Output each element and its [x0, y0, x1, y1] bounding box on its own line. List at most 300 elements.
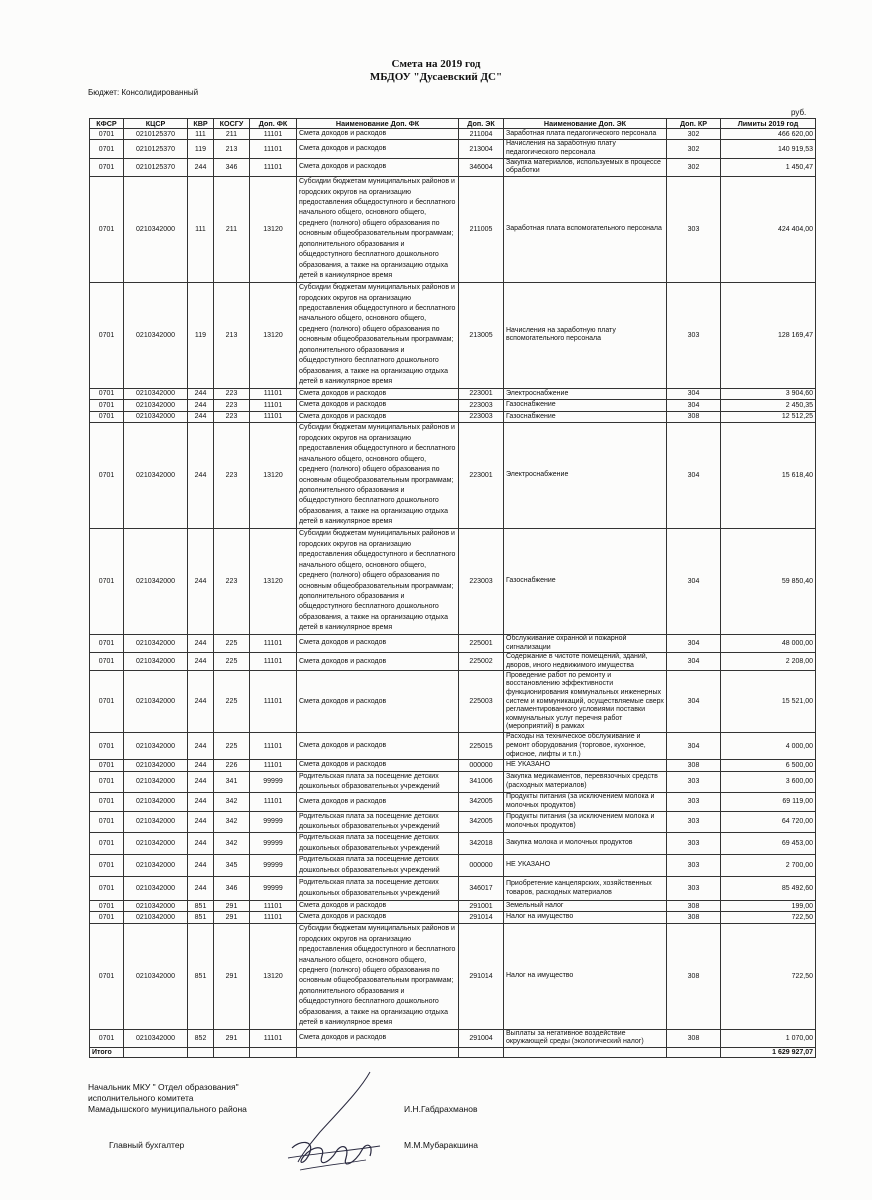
column-header: КВР [188, 119, 214, 129]
dop-fk-cell: 13120 [250, 423, 297, 529]
kcsr-cell: 0210342000 [124, 901, 188, 912]
column-header: КФСР [90, 119, 124, 129]
kvr-cell: 244 [188, 671, 214, 733]
kfsr-cell: 0701 [90, 912, 124, 923]
dop-fk-cell: 99999 [250, 811, 297, 833]
table-row [90, 653, 816, 671]
kcsr-cell: 0210342000 [124, 423, 188, 529]
kosgu-cell: 223 [214, 529, 250, 635]
kfsr-cell: 0701 [90, 771, 124, 793]
dop-ek-cell: 213004 [459, 140, 504, 158]
table-row [90, 760, 816, 771]
kvr-cell: 244 [188, 653, 214, 671]
kfsr-cell: 0701 [90, 923, 124, 1029]
dop-kr-cell: 304 [667, 653, 721, 671]
dop-ek-cell: 223003 [459, 529, 504, 635]
dop-ek-cell: 342005 [459, 811, 504, 833]
table-row [90, 912, 816, 923]
ek-name-cell: Закупка молока и молочных продуктов [504, 833, 667, 855]
fk-name-cell: Смета доходов и расходов [297, 129, 459, 140]
kvr-cell: 244 [188, 771, 214, 793]
table-row [90, 793, 816, 811]
table-row [90, 158, 816, 176]
dop-kr-cell: 304 [667, 635, 721, 653]
total-row [90, 1048, 816, 1058]
limit-cell: 48 000,00 [721, 635, 816, 653]
limit-cell: 2 700,00 [721, 855, 816, 877]
dop-fk-cell: 11101 [250, 411, 297, 422]
table-row [90, 901, 816, 912]
table-row [90, 282, 816, 388]
kvr-cell: 244 [188, 833, 214, 855]
ek-name-cell: НЕ УКАЗАНО [504, 855, 667, 877]
kosgu-cell: 225 [214, 671, 250, 733]
table-row [90, 423, 816, 529]
table-header-row [90, 119, 816, 129]
fk-name-cell: Субсидии бюджетам муниципальных районов и городских округов на организацию предоставления общедоступного и бесплатного начального общего, основного общего, среднего (полного) общего образования по основным общеобразовательным программам; дополнительного образования и общедоступного бесплатного дошкольного образования, а также на организацию отдыха детей в каникулярное время [297, 529, 459, 635]
kcsr-cell: 0210342000 [124, 411, 188, 422]
dop-kr-cell: 303 [667, 811, 721, 833]
kfsr-cell: 0701 [90, 671, 124, 733]
table-row [90, 771, 816, 793]
head-position-line: Начальник МКУ " Отдел образования" [88, 1082, 239, 1092]
table-row [90, 833, 816, 855]
ek-name-cell: Земельный налог [504, 901, 667, 912]
kfsr-cell: 0701 [90, 400, 124, 411]
dop-kr-cell: 308 [667, 912, 721, 923]
limit-cell: 722,50 [721, 923, 816, 1029]
kvr-cell: 852 [188, 1029, 214, 1047]
limit-cell: 1 070,00 [721, 1029, 816, 1047]
column-header: Наименование Доп. ФК [297, 119, 459, 129]
kosgu-cell: 342 [214, 833, 250, 855]
kcsr-cell: 0210342000 [124, 793, 188, 811]
kosgu-cell: 342 [214, 793, 250, 811]
kosgu-cell: 223 [214, 388, 250, 399]
kosgu-cell: 291 [214, 901, 250, 912]
limit-cell: 1 450,47 [721, 158, 816, 176]
accountant-position: Главный бухгалтер [109, 1140, 185, 1150]
dop-ek-cell: 225002 [459, 653, 504, 671]
dop-fk-cell: 99999 [250, 855, 297, 877]
fk-name-cell: Родительская плата за посещение детских дошкольных образовательных учреждений [297, 771, 459, 793]
kfsr-cell: 0701 [90, 176, 124, 282]
kfsr-cell: 0701 [90, 158, 124, 176]
dop-ek-cell: 346004 [459, 158, 504, 176]
limit-cell: 2 208,00 [721, 653, 816, 671]
dop-kr-cell: 304 [667, 388, 721, 399]
limit-cell: 69 119,00 [721, 793, 816, 811]
dop-fk-cell: 11101 [250, 158, 297, 176]
dop-kr-cell: 303 [667, 793, 721, 811]
fk-name-cell: Смета доходов и расходов [297, 140, 459, 158]
document-subtitle: МБДОУ "Дусаевский ДС" [369, 71, 503, 83]
dop-ek-cell: 342018 [459, 833, 504, 855]
kfsr-cell: 0701 [90, 653, 124, 671]
fk-name-cell: Родительская плата за посещение детских дошкольных образовательных учреждений [297, 877, 459, 901]
kcsr-cell: 0210342000 [124, 529, 188, 635]
dop-ek-cell: 291014 [459, 923, 504, 1029]
kosgu-cell: 223 [214, 411, 250, 422]
dop-kr-cell: 303 [667, 176, 721, 282]
ek-name-cell: Начисления на заработную плату педагогического персонала [504, 140, 667, 158]
dop-kr-cell: 304 [667, 671, 721, 733]
dop-fk-cell: 11101 [250, 140, 297, 158]
kvr-cell: 244 [188, 411, 214, 422]
limit-cell: 4 000,00 [721, 733, 816, 760]
dop-kr-cell: 303 [667, 282, 721, 388]
limit-cell: 69 453,00 [721, 833, 816, 855]
table-row [90, 733, 816, 760]
dop-fk-cell: 11101 [250, 1029, 297, 1047]
kcsr-cell: 0210342000 [124, 653, 188, 671]
kfsr-cell: 0701 [90, 733, 124, 760]
kcsr-cell: 0210342000 [124, 400, 188, 411]
budget-label: Бюджет: Консолидированный [88, 88, 199, 97]
kfsr-cell: 0701 [90, 529, 124, 635]
kosgu-cell: 225 [214, 635, 250, 653]
column-header: Доп. КР [667, 119, 721, 129]
ek-name-cell: Проведение работ по ремонту и восстановлению эффективности функционирования коммунальных инженерных систем и коммуникаций, осуществляемые сверх регламентированного условиями поставки коммунальных услуг перечня работ (мероприятий) в рамках [504, 671, 667, 733]
dop-fk-cell: 99999 [250, 833, 297, 855]
kfsr-cell: 0701 [90, 901, 124, 912]
kvr-cell: 244 [188, 400, 214, 411]
dop-fk-cell: 11101 [250, 760, 297, 771]
dop-ek-cell: 223003 [459, 411, 504, 422]
kfsr-cell: 0701 [90, 811, 124, 833]
kvr-cell: 119 [188, 140, 214, 158]
limit-cell: 85 492,60 [721, 877, 816, 901]
dop-kr-cell: 308 [667, 901, 721, 912]
document-title: Смета на 2019 год [391, 58, 481, 70]
fk-name-cell: Родительская плата за посещение детских дошкольных образовательных учреждений [297, 855, 459, 877]
kvr-cell: 119 [188, 282, 214, 388]
dop-ek-cell: 291004 [459, 1029, 504, 1047]
dop-kr-cell: 304 [667, 423, 721, 529]
kvr-cell: 244 [188, 855, 214, 877]
dop-fk-cell: 11101 [250, 793, 297, 811]
dop-ek-cell: 346017 [459, 877, 504, 901]
dop-ek-cell: 291014 [459, 912, 504, 923]
dop-kr-cell: 304 [667, 733, 721, 760]
ek-name-cell: Газоснабжение [504, 411, 667, 422]
fk-name-cell: Смета доходов и расходов [297, 400, 459, 411]
table-row [90, 923, 816, 1029]
head-position-line: исполнительного комитета [88, 1093, 194, 1103]
kcsr-cell: 0210342000 [124, 771, 188, 793]
column-header: КЦСР [124, 119, 188, 129]
dop-ek-cell: 341006 [459, 771, 504, 793]
kfsr-cell: 0701 [90, 388, 124, 399]
ek-name-cell: Заработная плата вспомогательного персонала [504, 176, 667, 282]
limit-cell: 199,00 [721, 901, 816, 912]
dop-kr-cell: 303 [667, 833, 721, 855]
ek-name-cell: Электроснабжение [504, 388, 667, 399]
kfsr-cell: 0701 [90, 855, 124, 877]
dop-kr-cell: 303 [667, 771, 721, 793]
kcsr-cell: 0210342000 [124, 635, 188, 653]
dop-fk-cell: 13120 [250, 923, 297, 1029]
kosgu-cell: 346 [214, 158, 250, 176]
ek-name-cell: Закупка медикаментов, перевязочных средств (расходных материалов) [504, 771, 667, 793]
dop-fk-cell: 13120 [250, 282, 297, 388]
kfsr-cell: 0701 [90, 140, 124, 158]
ek-name-cell: Заработная плата педагогического персонала [504, 129, 667, 140]
kcsr-cell: 0210342000 [124, 388, 188, 399]
table-row [90, 529, 816, 635]
kcsr-cell: 0210342000 [124, 1029, 188, 1047]
dop-kr-cell: 302 [667, 158, 721, 176]
kcsr-cell: 0210125370 [124, 129, 188, 140]
limit-cell: 15 618,40 [721, 423, 816, 529]
kvr-cell: 244 [188, 529, 214, 635]
fk-name-cell: Смета доходов и расходов [297, 733, 459, 760]
dop-fk-cell: 11101 [250, 733, 297, 760]
table-row [90, 635, 816, 653]
fk-name-cell: Смета доходов и расходов [297, 760, 459, 771]
kfsr-cell: 0701 [90, 282, 124, 388]
kvr-cell: 244 [188, 158, 214, 176]
dop-fk-cell: 11101 [250, 653, 297, 671]
dop-kr-cell: 308 [667, 760, 721, 771]
dop-ek-cell: 223001 [459, 388, 504, 399]
kosgu-cell: 223 [214, 400, 250, 411]
dop-fk-cell: 99999 [250, 771, 297, 793]
fk-name-cell: Смета доходов и расходов [297, 653, 459, 671]
ek-name-cell: Приобретение канцелярских, хозяйственных товаров, расходных материалов [504, 877, 667, 901]
kfsr-cell: 0701 [90, 129, 124, 140]
fk-name-cell: Смета доходов и расходов [297, 1029, 459, 1047]
table-row [90, 877, 816, 901]
head-name: И.Н.Габдрахманов [404, 1104, 478, 1114]
dop-kr-cell: 308 [667, 923, 721, 1029]
accountant-name: М.М.Мубаракшина [404, 1140, 478, 1150]
ek-name-cell: Газоснабжение [504, 400, 667, 411]
kosgu-cell: 291 [214, 923, 250, 1029]
ek-name-cell: Закупка материалов, используемых в процессе обработки [504, 158, 667, 176]
dop-kr-cell: 302 [667, 129, 721, 140]
kosgu-cell: 346 [214, 877, 250, 901]
ek-name-cell: Обслуживание охранной и пожарной сигнализации [504, 635, 667, 653]
fk-name-cell: Смета доходов и расходов [297, 388, 459, 399]
dop-ek-cell: 225001 [459, 635, 504, 653]
fk-name-cell: Смета доходов и расходов [297, 635, 459, 653]
table-row [90, 140, 816, 158]
kfsr-cell: 0701 [90, 1029, 124, 1047]
kosgu-cell: 226 [214, 760, 250, 771]
ek-name-cell: НЕ УКАЗАНО [504, 760, 667, 771]
kosgu-cell: 225 [214, 733, 250, 760]
fk-name-cell: Субсидии бюджетам муниципальных районов и городских округов на организацию предоставления общедоступного и бесплатного начального общего, основного общего, среднего (полного) общего образования по основным общеобразовательным программам; дополнительного образования и общедоступного бесплатного дошкольного образования, а также на организацию отдыха детей в каникулярное время [297, 176, 459, 282]
limit-cell: 3 600,00 [721, 771, 816, 793]
kcsr-cell: 0210342000 [124, 671, 188, 733]
kvr-cell: 244 [188, 877, 214, 901]
head-position [88, 1082, 247, 1115]
column-header: КОСГУ [214, 119, 250, 129]
kvr-cell: 851 [188, 912, 214, 923]
limit-cell: 128 169,47 [721, 282, 816, 388]
kvr-cell: 851 [188, 923, 214, 1029]
kfsr-cell: 0701 [90, 411, 124, 422]
dop-fk-cell: 11101 [250, 901, 297, 912]
kfsr-cell: 0701 [90, 635, 124, 653]
kcsr-cell: 0210342000 [124, 811, 188, 833]
ek-name-cell: Продукты питания (за исключением молока и молочных продуктов) [504, 793, 667, 811]
kcsr-cell: 0210342000 [124, 877, 188, 901]
kvr-cell: 851 [188, 901, 214, 912]
limit-cell: 140 919,53 [721, 140, 816, 158]
table-row [90, 388, 816, 399]
table-row [90, 129, 816, 140]
dop-fk-cell: 11101 [250, 400, 297, 411]
dop-kr-cell: 304 [667, 529, 721, 635]
fk-name-cell: Субсидии бюджетам муниципальных районов и городских округов на организацию предоставления общедоступного и бесплатного начального общего, основного общего, среднего (полного) общего образования по основным общеобразовательным программам; дополнительного образования и общедоступного бесплатного дошкольного образования, а также на организацию отдыха детей в каникулярное время [297, 282, 459, 388]
dop-kr-cell: 308 [667, 1029, 721, 1047]
dop-ek-cell: 000000 [459, 760, 504, 771]
fk-name-cell: Смета доходов и расходов [297, 912, 459, 923]
kosgu-cell: 291 [214, 912, 250, 923]
ek-name-cell: Электроснабжение [504, 423, 667, 529]
dop-kr-cell: 302 [667, 140, 721, 158]
ek-name-cell: Выплаты за негативное воздействие окружающей среды (экологический налог) [504, 1029, 667, 1047]
dop-fk-cell: 11101 [250, 912, 297, 923]
ek-name-cell: Начисления на заработную плату вспомогательного персонала [504, 282, 667, 388]
dop-ek-cell: 223001 [459, 423, 504, 529]
table-row [90, 176, 816, 282]
ek-name-cell: Газоснабжение [504, 529, 667, 635]
dop-kr-cell: 304 [667, 400, 721, 411]
limit-cell: 6 500,00 [721, 760, 816, 771]
fk-name-cell: Смета доходов и расходов [297, 411, 459, 422]
kcsr-cell: 0210125370 [124, 140, 188, 158]
dop-ek-cell: 291001 [459, 901, 504, 912]
kcsr-cell: 0210342000 [124, 923, 188, 1029]
dop-fk-cell: 13120 [250, 176, 297, 282]
estimate-table [89, 118, 816, 1058]
dop-ek-cell: 342005 [459, 793, 504, 811]
dop-kr-cell: 308 [667, 411, 721, 422]
kosgu-cell: 213 [214, 282, 250, 388]
dop-kr-cell: 303 [667, 855, 721, 877]
fk-name-cell: Смета доходов и расходов [297, 671, 459, 733]
dop-kr-cell: 303 [667, 877, 721, 901]
kcsr-cell: 0210342000 [124, 733, 188, 760]
limit-cell: 12 512,25 [721, 411, 816, 422]
limit-cell: 15 521,00 [721, 671, 816, 733]
kfsr-cell: 0701 [90, 793, 124, 811]
column-header: Лимиты 2019 год [721, 119, 816, 129]
ek-name-cell: Содержание в чистоте помещений, зданий, дворов, иного недвижимого имущества [504, 653, 667, 671]
dop-ek-cell: 211005 [459, 176, 504, 282]
kvr-cell: 244 [188, 760, 214, 771]
ek-name-cell: Налог на имущество [504, 923, 667, 1029]
kfsr-cell: 0701 [90, 760, 124, 771]
kosgu-cell: 291 [214, 1029, 250, 1047]
dop-ek-cell: 213005 [459, 282, 504, 388]
kcsr-cell: 0210125370 [124, 158, 188, 176]
total-label: Итого [90, 1048, 124, 1058]
total-value: 1 629 927,07 [721, 1048, 816, 1058]
kosgu-cell: 345 [214, 855, 250, 877]
limit-cell: 424 404,00 [721, 176, 816, 282]
table-row [90, 671, 816, 733]
fk-name-cell: Субсидии бюджетам муниципальных районов и городских округов на организацию предоставления общедоступного и бесплатного начального общего, основного общего, среднего (полного) общего образования по основным общеобразовательным программам; дополнительного образования и общедоступного бесплатного дошкольного образования, а также на организацию отдыха детей в каникулярное время [297, 423, 459, 529]
kcsr-cell: 0210342000 [124, 176, 188, 282]
kcsr-cell: 0210342000 [124, 912, 188, 923]
kosgu-cell: 211 [214, 176, 250, 282]
kosgu-cell: 342 [214, 811, 250, 833]
dop-ek-cell: 211004 [459, 129, 504, 140]
kosgu-cell: 341 [214, 771, 250, 793]
fk-name-cell: Смета доходов и расходов [297, 901, 459, 912]
fk-name-cell: Смета доходов и расходов [297, 158, 459, 176]
dop-fk-cell: 11101 [250, 671, 297, 733]
column-header: Доп. ЭК [459, 119, 504, 129]
kfsr-cell: 0701 [90, 877, 124, 901]
fk-name-cell: Смета доходов и расходов [297, 793, 459, 811]
dop-fk-cell: 11101 [250, 129, 297, 140]
limit-cell: 466 620,00 [721, 129, 816, 140]
dop-ek-cell: 000000 [459, 855, 504, 877]
dop-fk-cell: 11101 [250, 635, 297, 653]
column-header: Доп. ФК [250, 119, 297, 129]
kvr-cell: 111 [188, 129, 214, 140]
ek-name-cell: Налог на имущество [504, 912, 667, 923]
limit-cell: 59 850,40 [721, 529, 816, 635]
kvr-cell: 244 [188, 793, 214, 811]
dop-ek-cell: 223003 [459, 400, 504, 411]
kvr-cell: 244 [188, 423, 214, 529]
table-row [90, 400, 816, 411]
limit-cell: 3 904,60 [721, 388, 816, 399]
limit-cell: 722,50 [721, 912, 816, 923]
head-position-line: Мамадышского муниципального района [88, 1104, 247, 1114]
table-row [90, 811, 816, 833]
kvr-cell: 111 [188, 176, 214, 282]
column-header: Наименование Доп. ЭК [504, 119, 667, 129]
dop-ek-cell: 225015 [459, 733, 504, 760]
table-row [90, 1029, 816, 1047]
kcsr-cell: 0210342000 [124, 855, 188, 877]
kosgu-cell: 213 [214, 140, 250, 158]
kvr-cell: 244 [188, 811, 214, 833]
dop-fk-cell: 99999 [250, 877, 297, 901]
fk-name-cell: Родительская плата за посещение детских дошкольных образовательных учреждений [297, 833, 459, 855]
dop-ek-cell: 225003 [459, 671, 504, 733]
ek-name-cell: Продукты питания (за исключением молока и молочных продуктов) [504, 811, 667, 833]
handwritten-signature [270, 1070, 410, 1180]
kcsr-cell: 0210342000 [124, 282, 188, 388]
kfsr-cell: 0701 [90, 423, 124, 529]
kosgu-cell: 211 [214, 129, 250, 140]
kvr-cell: 244 [188, 635, 214, 653]
limit-cell: 2 450,35 [721, 400, 816, 411]
fk-name-cell: Родительская плата за посещение детских дошкольных образовательных учреждений [297, 811, 459, 833]
dop-fk-cell: 13120 [250, 529, 297, 635]
kfsr-cell: 0701 [90, 833, 124, 855]
kosgu-cell: 225 [214, 653, 250, 671]
kvr-cell: 244 [188, 733, 214, 760]
kosgu-cell: 223 [214, 423, 250, 529]
limit-cell: 64 720,00 [721, 811, 816, 833]
ek-name-cell: Расходы на техническое обслуживание и ремонт оборудования (торговое, кухонное, офисное, лифты и т.п.) [504, 733, 667, 760]
dop-fk-cell: 11101 [250, 388, 297, 399]
table-row [90, 855, 816, 877]
kcsr-cell: 0210342000 [124, 833, 188, 855]
table-row [90, 411, 816, 422]
kcsr-cell: 0210342000 [124, 760, 188, 771]
currency-unit: руб. [791, 108, 807, 117]
